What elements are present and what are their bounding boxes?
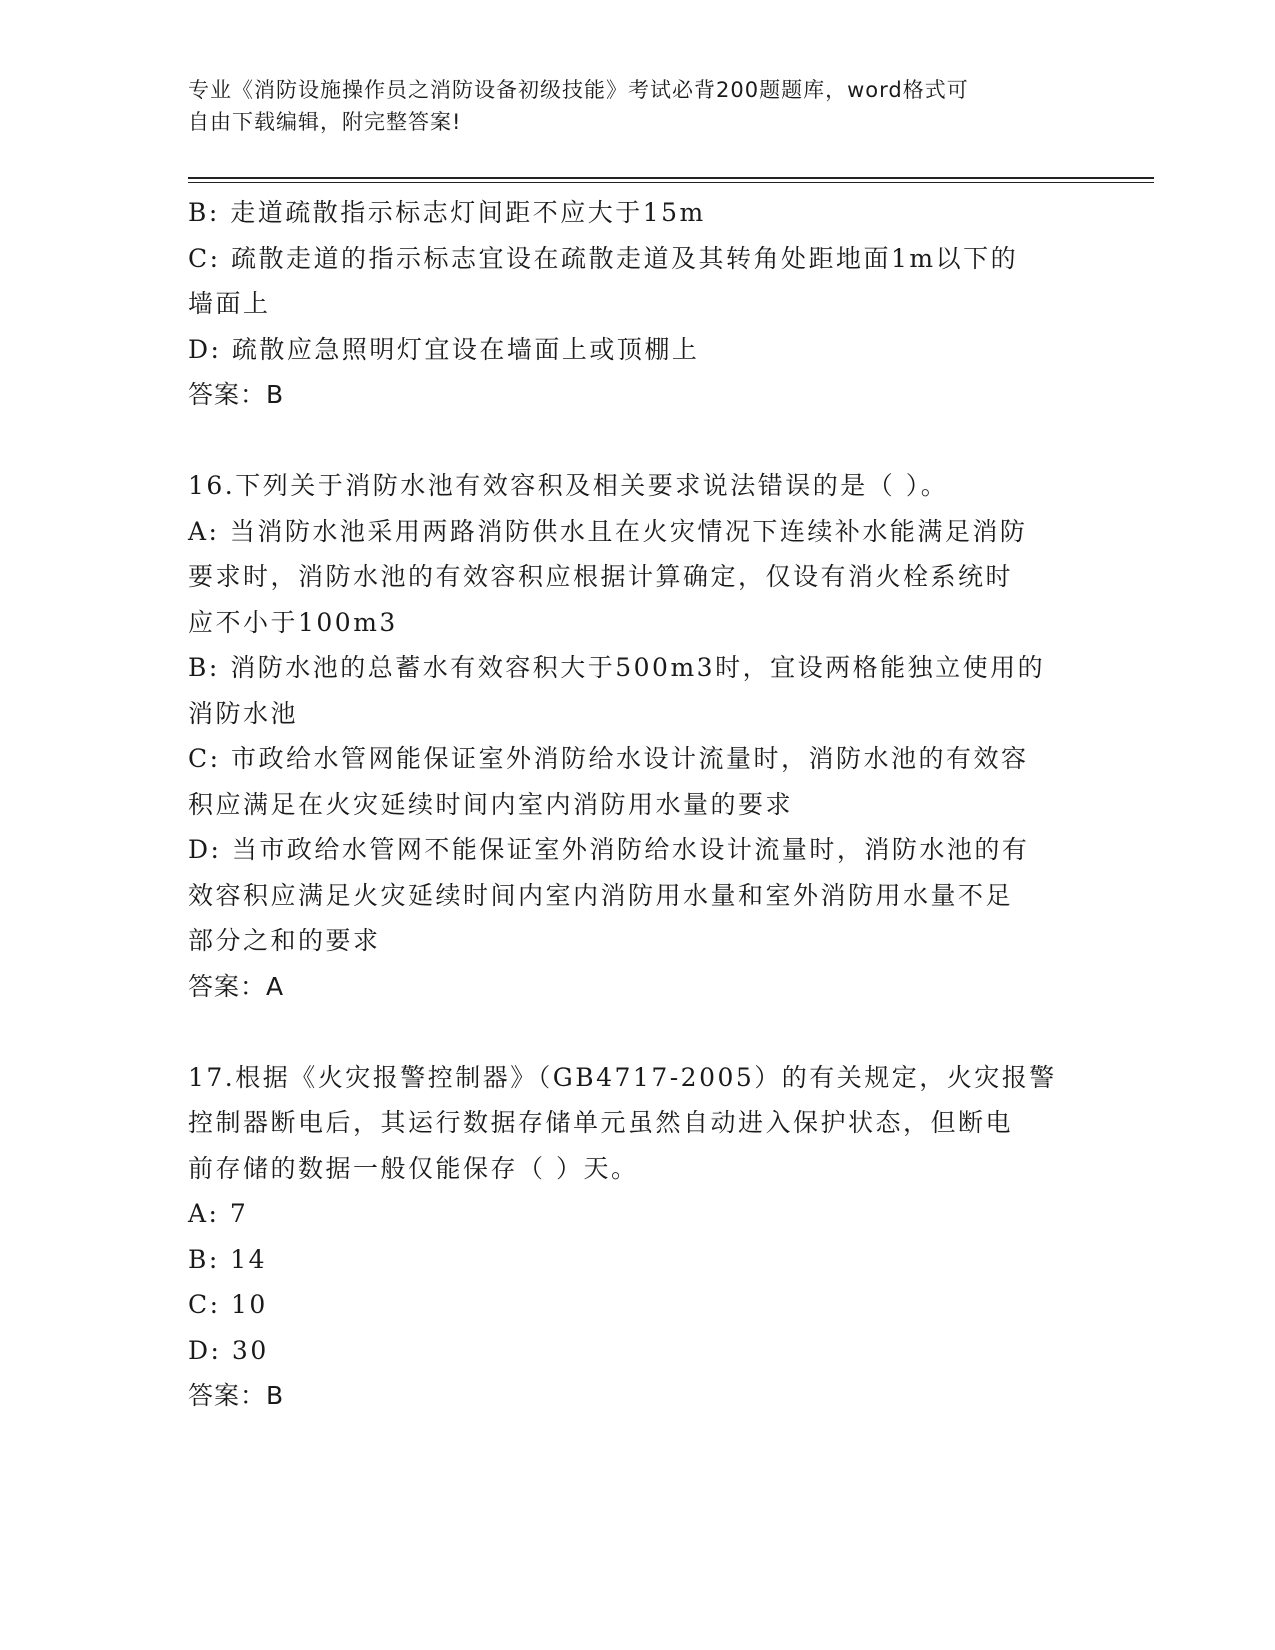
q16-stem: 16.下列关于消防水池有效容积及相关要求说法错误的是（ ）。 [188, 471, 949, 500]
header-divider-thin [188, 182, 1154, 183]
document-header [188, 74, 1068, 138]
q15-option-c-line-1: C: 疏散走道的指示标志宜设在疏散走道及其转角处距地面1m以下的 [188, 243, 1019, 273]
q16-option-b-line-2: 消防水池 [188, 698, 299, 728]
q17-option-d: D: 30 [188, 1335, 269, 1365]
q16-answer: 答案：A [188, 971, 285, 1001]
q15-option-c-line-2: 墙面上 [188, 289, 271, 318]
header-line-1: 专业《消防设施操作员之消防设备初级技能》考试必背200题题库，word格式可 [188, 78, 969, 102]
spacer [188, 418, 1088, 464]
q16-option-a-line-3: 应不小于100m3 [188, 607, 398, 637]
q17-answer: 答案：B [188, 1381, 285, 1410]
q16-option-a-line-2: 要求时，消防水池的有效容积应根据计算确定，仅设有消火栓系统时 [188, 562, 1014, 591]
q16-option-b-line-1: B: 消防水池的总蓄水有效容积大于500m3时，宜设两格能独立使用的 [188, 653, 1046, 682]
q16-option-d-line-2: 效容积应满足火灾延续时间内室内消防用水量和室外消防用水量不足 [188, 880, 1014, 910]
q16-option-a-line-1: A: 当消防水池采用两路消防供水且在火灾情况下连续补水能满足消防 [188, 516, 1028, 546]
q16-option-c-line-2: 积应满足在火灾延续时间内室内消防用水量的要求 [188, 789, 794, 819]
q16-option-d-line-3: 部分之和的要求 [188, 926, 381, 955]
q15-option-d: D: 疏散应急照明灯宜设在墙面上或顶棚上 [188, 334, 700, 364]
header-line-2: 自由下载编辑，附完整答案! [188, 110, 462, 134]
q15-option-b: B: 走道疏散指示标志灯间距不应大于15m [188, 198, 706, 227]
spacer [188, 1009, 1088, 1055]
q17-stem-line-2: 控制器断电后，其运行数据存储单元虽然自动进入保护状态，但断电 [188, 1108, 1014, 1137]
q17-option-b: B: 14 [188, 1244, 268, 1274]
header-divider-thick [188, 177, 1154, 179]
q16-option-c-line-1: C: 市政给水管网能保证室外消防给水设计流量时，消防水池的有效容 [188, 744, 1029, 773]
question-content [188, 190, 1088, 1419]
q17-stem-line-3: 前存储的数据一般仅能保存（ ）天。 [188, 1153, 639, 1183]
q17-option-c: C: 10 [188, 1290, 268, 1319]
q16-option-d-line-1: D: 当市政给水管网不能保证室外消防给水设计流量时，消防水池的有 [188, 835, 1030, 864]
q15-answer: 答案：B [188, 380, 285, 409]
q17-stem-line-1: 17.根据《火灾报警控制器》（GB4717-2005）的有关规定，火灾报警 [188, 1062, 1057, 1092]
q17-option-a: A: 7 [188, 1199, 249, 1228]
